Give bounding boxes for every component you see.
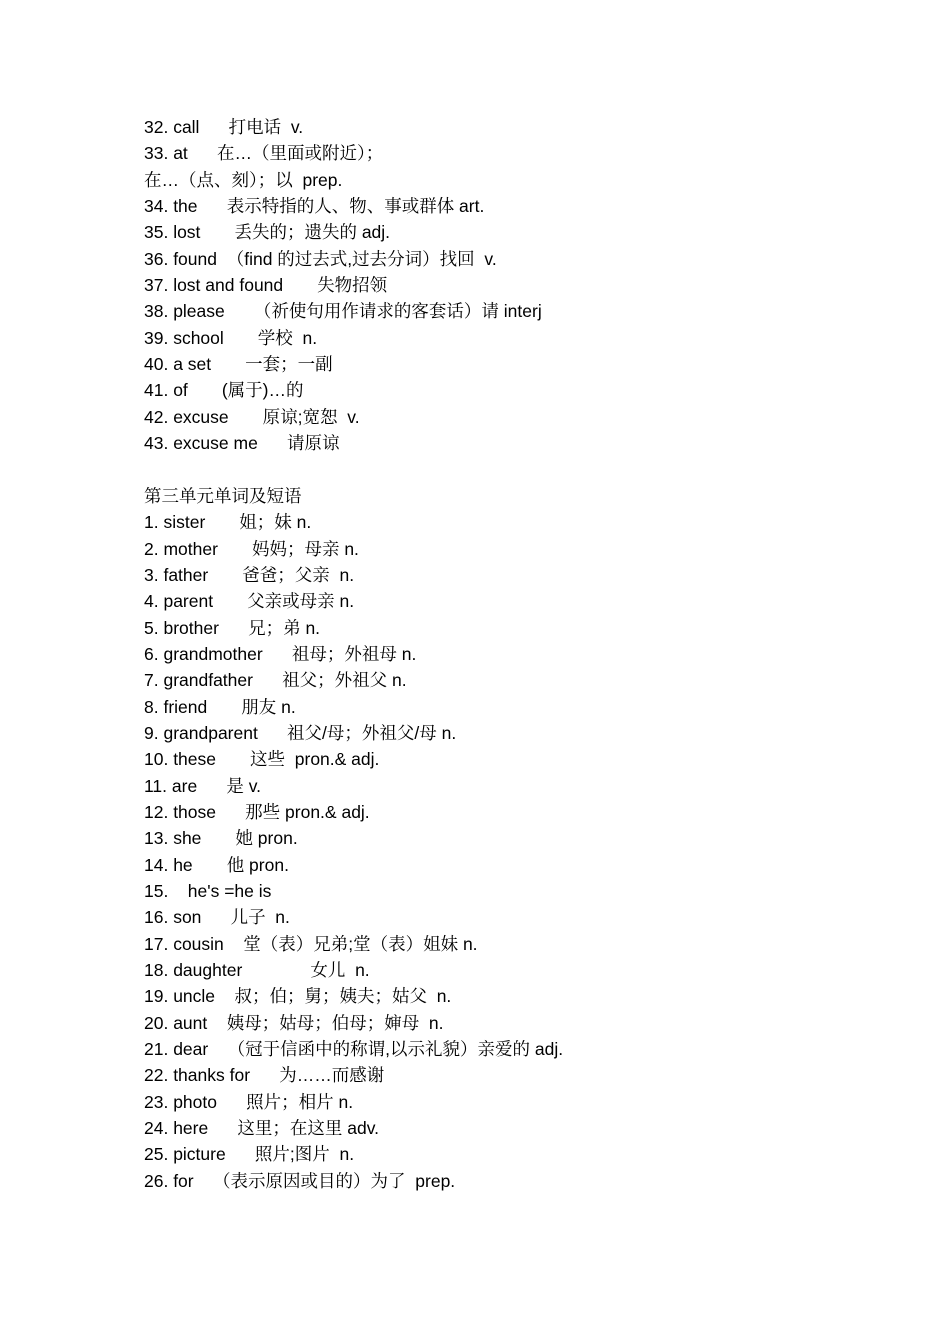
vocab-line: 35. lost 丢失的；遗失的 adj. xyxy=(144,222,391,243)
vocab-line: 25. picture 照片;图片 n. xyxy=(144,1144,355,1165)
vocab-line: 4. parent 父亲或母亲 n. xyxy=(144,591,355,612)
vocab-line: 24. here 这里；在这里 adv. xyxy=(144,1118,380,1139)
vocab-line: 19. uncle 叔；伯；舅；姨夫；姑父 n. xyxy=(144,986,452,1007)
vocab-line: 9. grandparent 祖父/母；外祖父/母 n. xyxy=(144,722,457,743)
vocab-line: 11. are 是 v. xyxy=(144,775,262,796)
vocab-line: 18. daughter 女儿 n. xyxy=(144,960,370,980)
vocab-line: 8. friend 朋友 n. xyxy=(144,696,296,717)
vocab-line: 40. a set 一套；一副 xyxy=(144,354,333,375)
vocab-line: 6. grandmother 祖母；外祖母 n. xyxy=(144,643,417,664)
vocab-line: 1. sister 姐；妹 n. xyxy=(144,512,312,533)
section-heading: 第三单元单词及短语 xyxy=(144,485,302,506)
vocab-line: 16. son 儿子 n. xyxy=(144,907,290,928)
vocab-line: 33. at 在…（里面或附近）； xyxy=(144,143,384,164)
vocab-line: 36. found （find 的过去式,过去分词）找回 v. xyxy=(144,248,497,269)
vocab-line: 26. for （表示原因或目的）为了 prep. xyxy=(144,1170,456,1191)
vocab-line: 10. these 这些 pron.& adj. xyxy=(144,749,380,770)
vocab-line: 41. of (属于)…的 xyxy=(144,380,304,401)
vocab-line: 21. dear （冠于信函中的称谓,以示礼貌）亲爱的 adj. xyxy=(144,1039,564,1060)
vocabulary-list xyxy=(144,114,864,1194)
vocab-line: 23. photo 照片；相片 n. xyxy=(144,1091,354,1112)
vocab-line: 17. cousin 堂（表）兄弟;堂（表）姐妹 n. xyxy=(144,933,478,954)
vocab-line: 32. call 打电话 v. xyxy=(144,117,304,137)
vocab-line: 5. brother 兄；弟 n. xyxy=(144,617,321,638)
blank-line xyxy=(144,456,864,482)
vocab-line: 15. he's =he is xyxy=(144,880,272,901)
vocab-line: 20. aunt 姨母；姑母；伯母；婶母 n. xyxy=(144,1012,444,1033)
vocab-line: 12. those 那些 pron.& adj. xyxy=(144,801,370,822)
vocab-line: 42. excuse 原谅;宽恕 v. xyxy=(144,406,360,427)
vocab-line: 37. lost and found 失物招领 xyxy=(144,275,388,296)
vocab-line: 14. he 他 pron. xyxy=(144,854,289,875)
vocab-line: 7. grandfather 祖父；外祖父 n. xyxy=(144,670,407,691)
vocab-line: 在…（点、刻）；以 prep. xyxy=(144,169,343,190)
vocab-line: 43. excuse me 请原谅 xyxy=(144,433,340,454)
vocab-line: 3. father 爸爸；父亲 n. xyxy=(144,564,355,585)
vocab-line: 22. thanks for 为……而感谢 xyxy=(144,1065,385,1086)
vocab-line: 39. school 学校 n. xyxy=(144,327,318,348)
vocab-line: 38. please （祈使句用作请求的客套话）请 interj xyxy=(144,301,542,322)
vocab-line: 2. mother 妈妈；母亲 n. xyxy=(144,538,359,559)
vocab-line: 34. the 表示特指的人、物、事或群体 art. xyxy=(144,196,485,217)
vocab-line: 13. she 她 pron. xyxy=(144,828,298,849)
